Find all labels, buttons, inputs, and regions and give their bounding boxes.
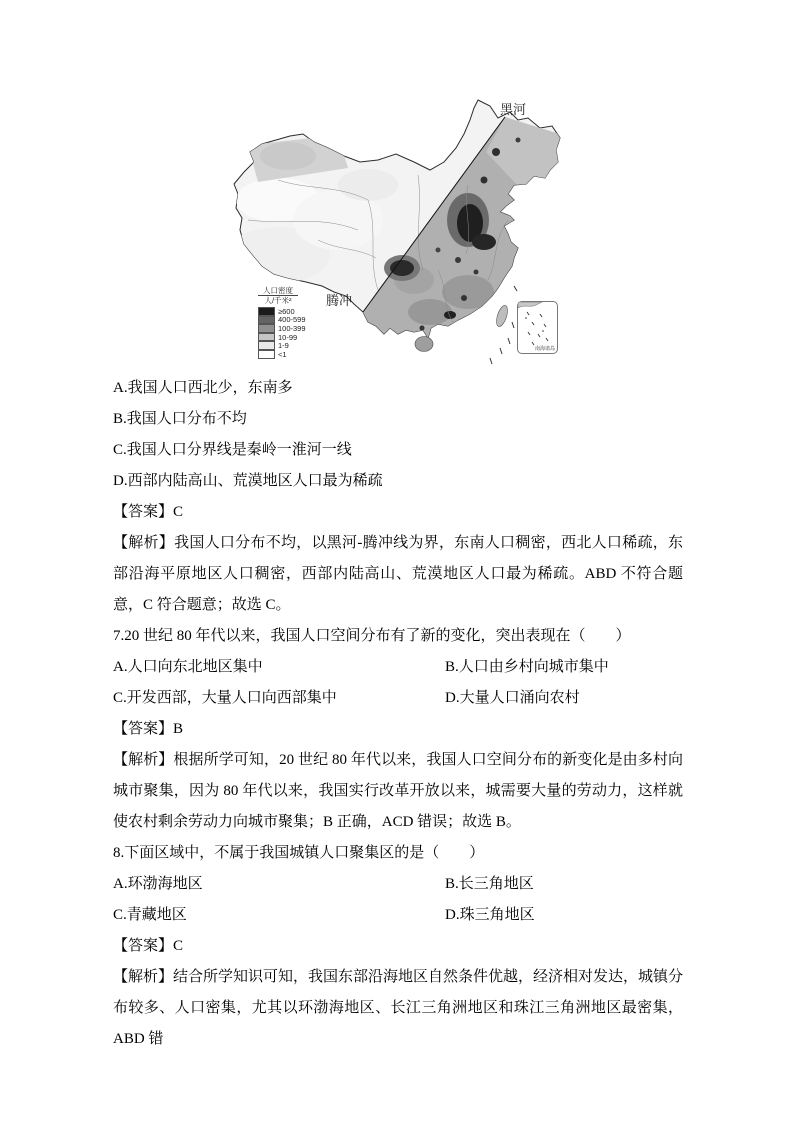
q7-option-d: D.大量人口涌向农村: [445, 690, 580, 706]
heihe-label: 黑河: [500, 102, 527, 117]
q8-option-b: B.长三角地区: [445, 876, 534, 892]
q6-option-c: C.我国人口分界线是秦岭一淮河一线: [113, 442, 352, 458]
inset-label: 南海诸岛: [534, 346, 555, 352]
south-china-sea-inset: [517, 301, 558, 354]
q8-answer: 【答案】C: [113, 938, 184, 954]
legend-label: ≥600: [278, 306, 295, 316]
q6-option-b: B.我国人口分布不均: [113, 411, 247, 427]
legend-item: [258, 316, 322, 325]
map-legend: [258, 286, 322, 359]
q7-options-row-2: [113, 683, 683, 714]
q8-option-c: C.青藏地区: [113, 907, 187, 923]
taiwan-island: [494, 304, 509, 328]
q6-option-a: A.我国人口西北少，东南多: [113, 380, 293, 396]
legend-title-density: 人口密度: [258, 286, 298, 296]
legend-title-unit: 人/千米²: [264, 296, 292, 305]
legend-swatch: [258, 316, 275, 325]
q8-options-row-1: [113, 869, 683, 900]
q6-option-d: D.西部内陆高山、荒漠地区人口最为稀疏: [113, 473, 383, 489]
legend-item: [258, 333, 322, 342]
question-content: [113, 373, 683, 1055]
legend-swatch: [258, 307, 275, 316]
q8-stem: 8.下面区域中，不属于我国城镇人口聚集区的是（ ）: [113, 845, 485, 861]
q6-answer: 【答案】C: [113, 504, 184, 520]
q8-analysis: 【解析】结合所学知识可知，我国东部沿海地区自然条件优越，经济相对发达，城镇分布较多、人口密集，尤其以环渤海地区、长江三角洲地区和珠江三角洲地区最密集，ABD 错: [113, 969, 684, 1047]
q8-options-row-2: [113, 900, 683, 931]
legend-swatch: [258, 324, 275, 333]
legend-label: 10-99: [278, 332, 298, 342]
legend-swatch: [258, 350, 275, 359]
population-density-map: [218, 90, 578, 375]
hainan-island: [415, 337, 433, 352]
legend-item: [258, 307, 322, 316]
legend-label: <1: [278, 349, 287, 359]
q7-stem: 7.20 世纪 80 年代以来，我国人口空间分布有了新的变化，突出表现在（ ）: [113, 628, 631, 644]
legend-swatch: [258, 333, 275, 342]
q7-option-c: C.开发西部，大量人口向西部集中: [113, 690, 337, 706]
q7-option-a: A.人口向东北地区集中: [113, 659, 263, 675]
legend-label: 100-399: [278, 323, 306, 333]
legend-item: [258, 324, 322, 333]
legend-rows: [258, 307, 322, 359]
legend-item: [258, 341, 322, 350]
q8-option-a: A.环渤海地区: [113, 876, 203, 892]
q7-analysis: 【解析】根据所学可知，20 世纪 80 年代以来，我国人口空间分布的新变化是由多村向城市聚集，因为 80 年代以来，我国实行改革开放以来，城需要大量的劳动力，这样就使农村剩余劳动力向城市聚集；B 正确，ACD 错误；故选 B。: [113, 752, 683, 830]
tengchong-label: 腾冲: [326, 293, 353, 308]
legend-item: [258, 350, 322, 359]
q7-options-row-1: [113, 652, 683, 683]
q7-option-b: B.人口由乡村向城市集中: [445, 659, 609, 675]
q7-answer: 【答案】B: [113, 721, 184, 737]
legend-label: 400-599: [278, 315, 306, 325]
legend-swatch: [258, 341, 275, 350]
legend-label: 1-9: [278, 341, 289, 351]
q6-analysis: 【解析】我国人口分布不均，以黑河-腾冲线为界，东南人口稠密，西北人口稀疏，东部沿海平原地区人口稠密，西部内陆高山、荒漠地区人口最为稀疏。ABD 不符合题意，C 符合题意；故选 C。: [113, 535, 683, 613]
legend-title: [258, 286, 298, 305]
q8-option-d: D.珠三角地区: [445, 907, 535, 923]
